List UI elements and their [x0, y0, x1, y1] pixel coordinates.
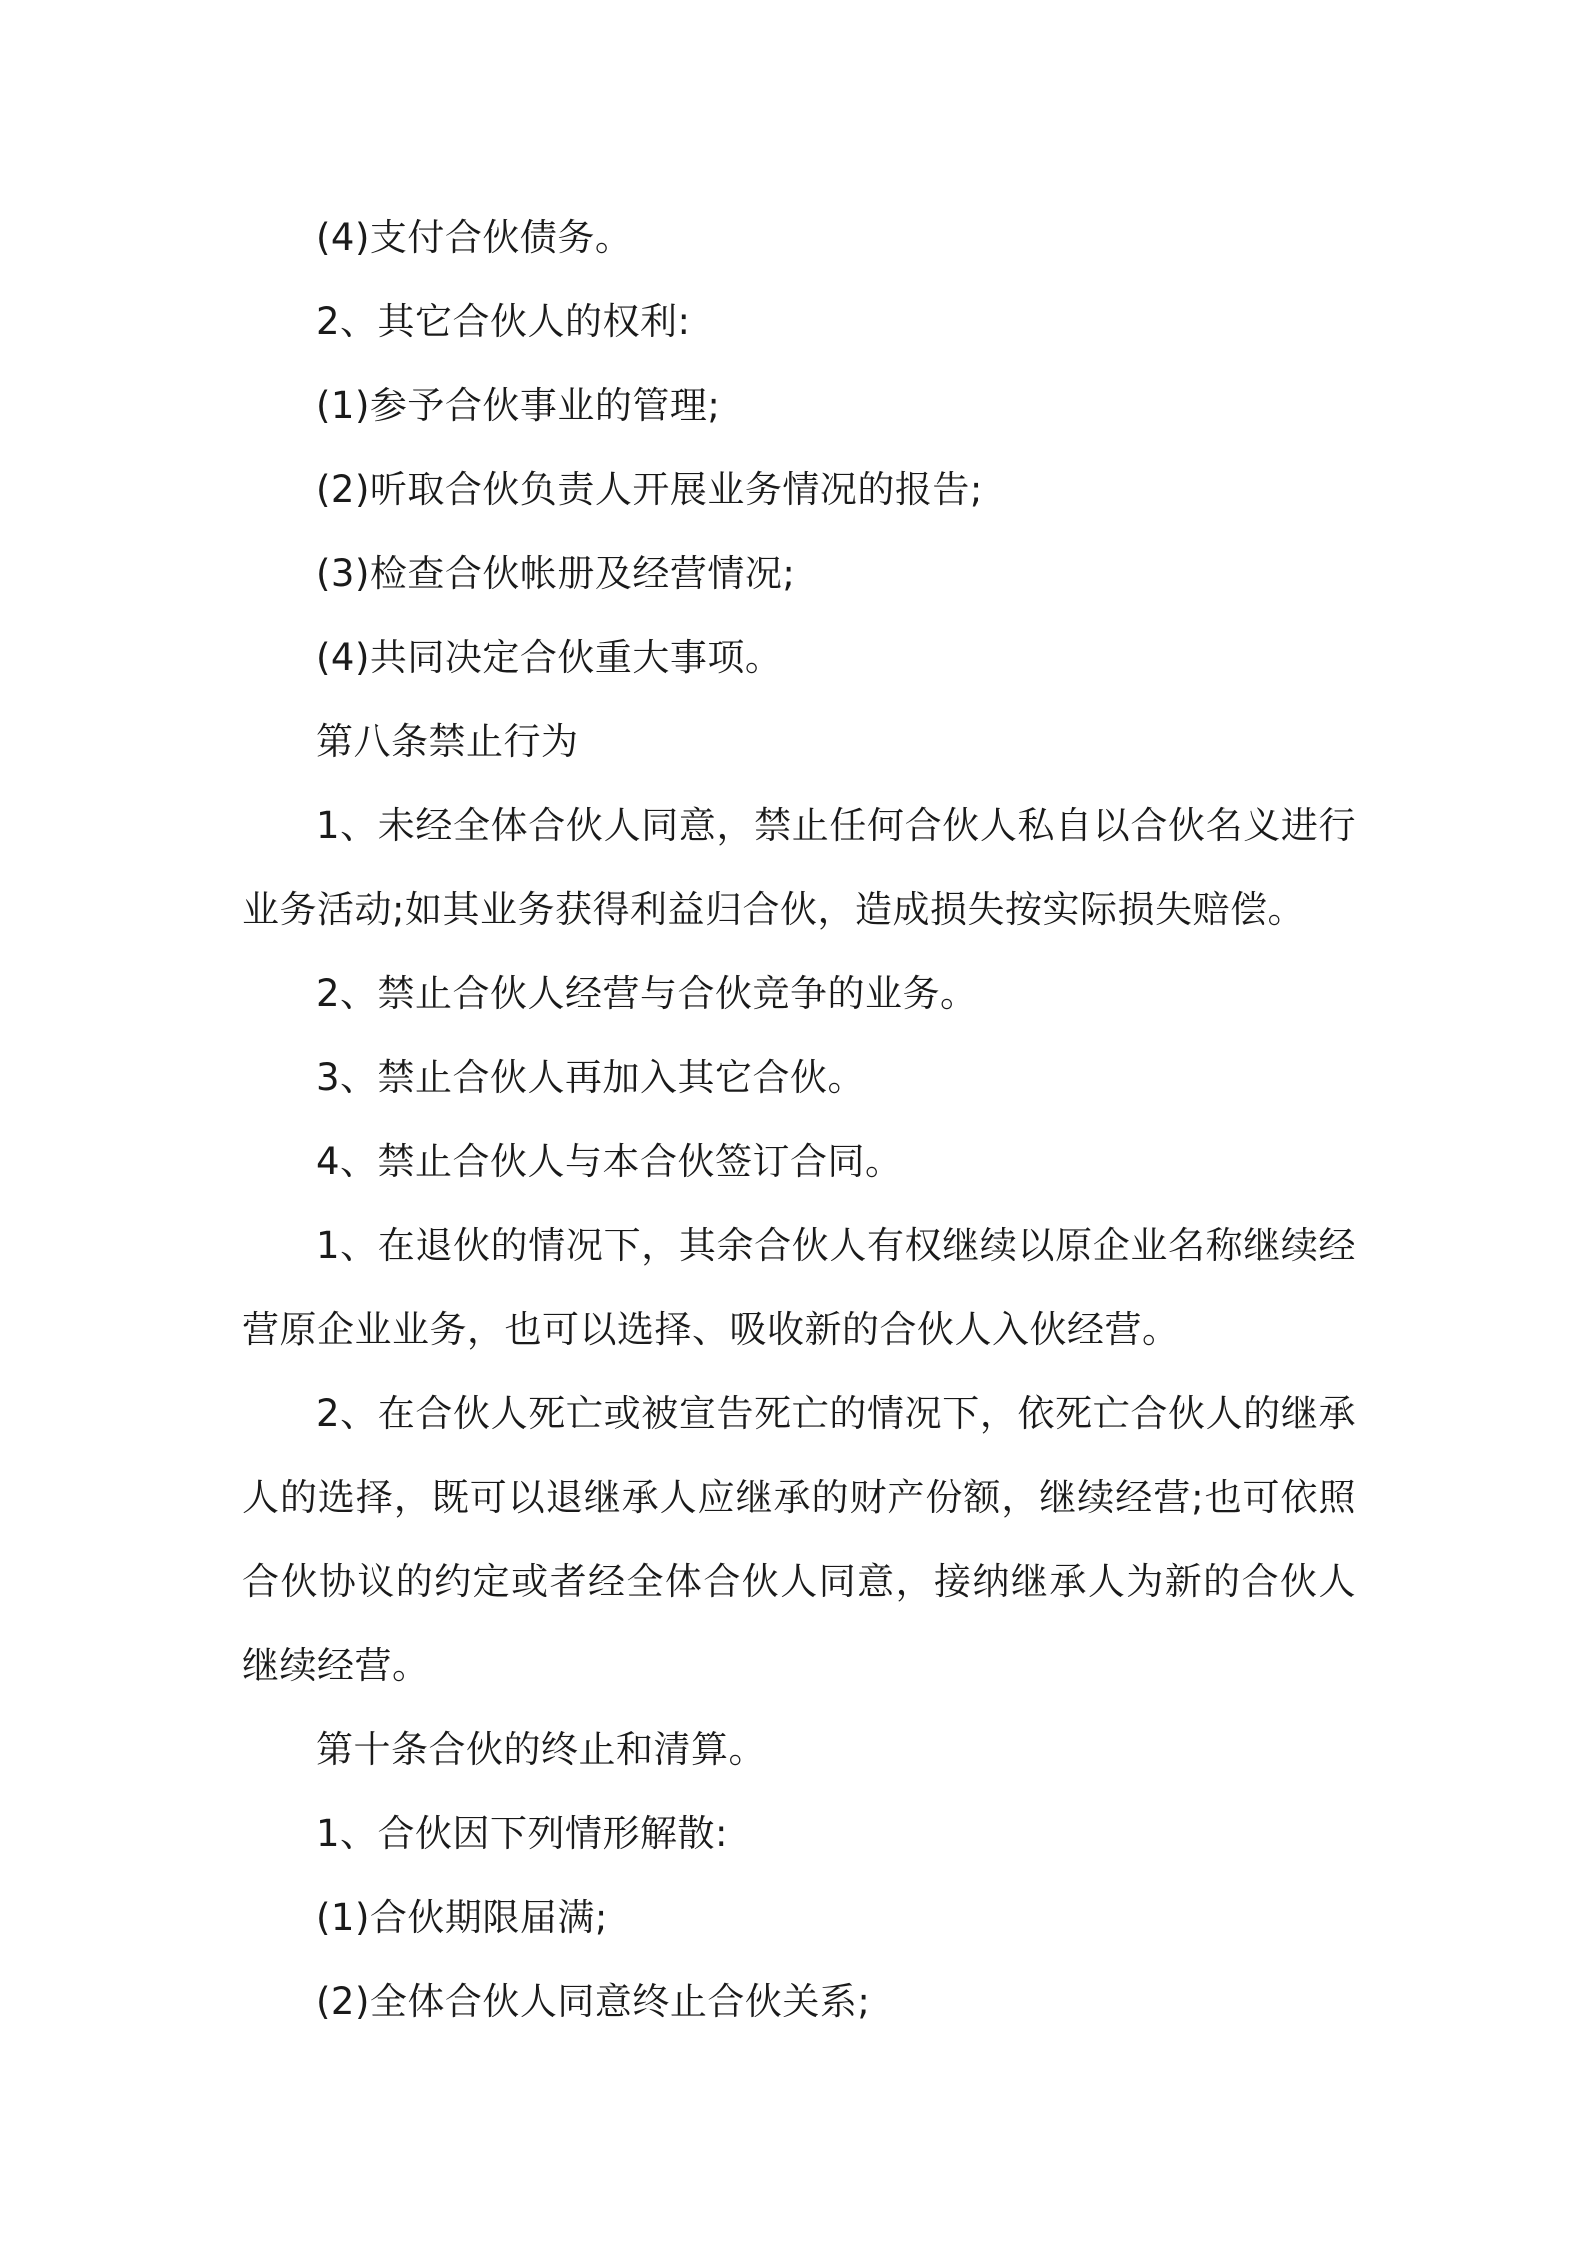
paragraph-prohibit-competition: 2、禁止合伙人经营与合伙竞争的业务。 — [316, 972, 978, 1015]
paragraph-hear-report: (2)听取合伙负责人开展业务情况的报告; — [316, 468, 983, 511]
paragraph-partner-death: 2、在合伙人死亡或被宣告死亡的情况下，依死亡合伙人的继承人的选择，既可以退继承人应继承的财产份额，继续经营;也可依照合伙协议的约定或者经全体合伙人同意，接纳继承人为新的合伙人继续经营。 — [242, 1392, 1356, 1687]
paragraph-other-partners-rights: 2、其它合伙人的权利: — [316, 300, 691, 343]
paragraph-decide-major-matters: (4)共同决定合伙重大事项。 — [316, 636, 783, 679]
document-body — [242, 196, 1356, 2044]
paragraph-term-expired: (1)合伙期限届满; — [316, 1896, 608, 1939]
paragraph-withdrawal: 1、在退伙的情况下，其余合伙人有权继续以原企业名称继续经营原企业业务，也可以选择、吸收新的合伙人入伙经营。 — [242, 1224, 1356, 1351]
paragraph-all-agree-terminate: (2)全体合伙人同意终止合伙关系; — [316, 1980, 871, 2023]
paragraph-prohibit-join-other: 3、禁止合伙人再加入其它合伙。 — [316, 1056, 866, 1099]
paragraph-pay-debts: (4)支付合伙债务。 — [316, 216, 633, 259]
paragraph-participate-management: (1)参予合伙事业的管理; — [316, 384, 721, 427]
section-heading-article-8: 第八条禁止行为 — [316, 720, 579, 763]
paragraph-inspect-books: (3)检查合伙帐册及经营情况; — [316, 552, 796, 595]
section-heading-article-10: 第十条合伙的终止和清算。 — [316, 1728, 766, 1771]
paragraph-prohibit-private-business: 1、未经全体合伙人同意，禁止任何合伙人私自以合伙名义进行业务活动;如其业务获得利益归合伙，造成损失按实际损失赔偿。 — [242, 804, 1356, 931]
paragraph-prohibit-contract: 4、禁止合伙人与本合伙签订合同。 — [316, 1140, 903, 1183]
paragraph-dissolution-causes: 1、合伙因下列情形解散: — [316, 1812, 729, 1855]
